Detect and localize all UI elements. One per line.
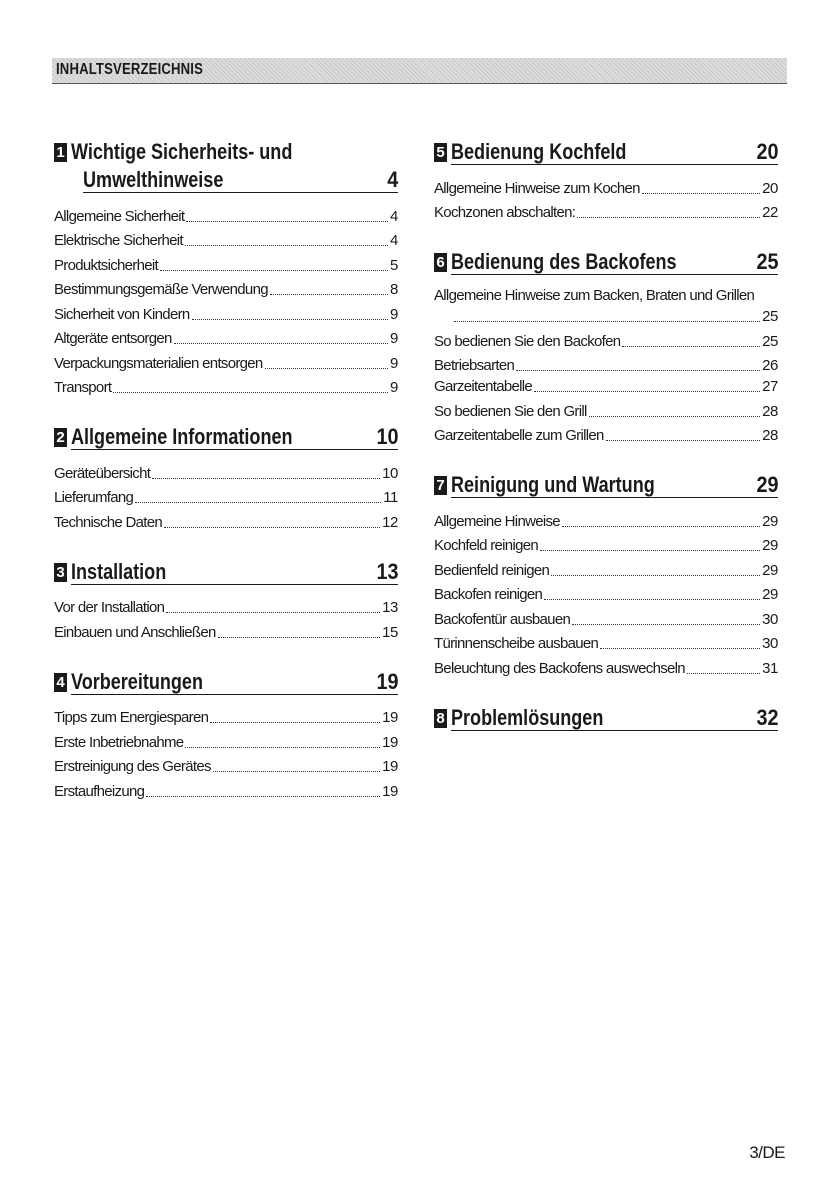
toc-entry-page: 29: [762, 561, 778, 579]
toc-entry-page: 8: [390, 281, 398, 298]
section-7-heading[interactable]: [434, 473, 778, 498]
toc-entry[interactable]: [434, 531, 778, 556]
section-page: 29: [755, 472, 778, 497]
toc-entry-label: Backofentür ausbauen: [434, 610, 571, 628]
toc-entry-wrapped[interactable]: [434, 283, 778, 305]
toc-entry-page: 28: [762, 402, 778, 420]
leader-dots: [135, 502, 381, 503]
toc-entry[interactable]: [54, 617, 398, 642]
section-gap: [54, 642, 398, 670]
section-number-badge: 5: [434, 143, 447, 162]
leader-dots: [192, 319, 389, 320]
toc-entry-page: 19: [382, 782, 398, 800]
section-5-heading[interactable]: [434, 140, 778, 165]
toc-entry-label: Lieferumfang: [54, 489, 134, 506]
section-page: 32: [755, 704, 778, 730]
section-title: Installation: [71, 558, 167, 584]
toc-entry-label: Geräteübersicht: [54, 464, 151, 482]
section-number-badge: 4: [54, 673, 67, 692]
section-page: 10: [375, 424, 398, 449]
toc-entry-page: 25: [762, 308, 778, 325]
toc-entry-label: Kochfeld reinigen: [434, 537, 539, 554]
toc-entry[interactable]: [54, 727, 398, 752]
section-4-heading[interactable]: [54, 670, 398, 695]
leader-dots: [600, 648, 760, 649]
toc-entry-page: 9: [390, 305, 398, 323]
section-title-line1: Wichtige Sicherheits- und: [71, 139, 293, 164]
toc-entry[interactable]: [54, 250, 398, 275]
section-3-entries: [54, 593, 398, 642]
toc-entry-label: Erste Inbetriebnahme: [54, 733, 184, 751]
toc-entry[interactable]: [54, 703, 398, 728]
toc-entry-label: Garzeitentabelle: [434, 378, 533, 395]
toc-entry-page: 29: [762, 586, 778, 603]
toc-entry-label: Altgeräte entsorgen: [54, 330, 172, 347]
section-1-heading[interactable]: [54, 140, 398, 193]
toc-entry-label: Vor der Installation: [54, 599, 165, 616]
toc-entry-page: 9: [390, 379, 398, 396]
toc-entry-page: 12: [382, 513, 398, 531]
toc-entry[interactable]: [54, 507, 398, 532]
leader-dots: [218, 637, 380, 638]
section-2-entries: [54, 458, 398, 532]
leader-dots: [185, 245, 388, 246]
leader-dots: [164, 527, 380, 528]
section-title: Bedienung des Backofens: [451, 249, 677, 274]
toc-entry[interactable]: [54, 201, 398, 226]
toc-entry[interactable]: [54, 593, 398, 618]
toc-entry-label: Backofen reinigen: [434, 586, 543, 603]
toc-entry[interactable]: [434, 198, 778, 223]
toc-entry-label: Türinnenscheibe ausbauen: [434, 635, 599, 652]
section-6-entries: [434, 283, 778, 445]
leader-dots: [213, 771, 380, 772]
toc-entry-label: Kochzonen abschalten:: [434, 204, 576, 221]
toc-entry-page: 30: [762, 635, 778, 652]
toc-entry[interactable]: [54, 458, 398, 483]
toc-entry[interactable]: [54, 226, 398, 251]
section-gap: [434, 678, 778, 706]
section-5-entries: [434, 173, 778, 222]
leader-dots: [572, 624, 760, 625]
toc-entry[interactable]: [434, 421, 778, 446]
toc-entry-page: 15: [382, 623, 398, 641]
section-gap: [54, 397, 398, 425]
toc-header-title: INHALTSVERZEICHNIS: [56, 61, 204, 78]
toc-entry-label: Einbauen und Anschließen: [54, 623, 216, 641]
toc-entry[interactable]: [54, 483, 398, 508]
toc-entry[interactable]: [434, 173, 778, 198]
toc-entry-page: 22: [762, 204, 778, 221]
section-gap: [434, 445, 778, 473]
toc-entry-label: Technische Daten: [54, 513, 163, 531]
toc-entry-label: Allgemeine Hinweise: [434, 512, 560, 530]
section-number-badge: 1: [54, 143, 67, 162]
toc-entry-page: 28: [762, 427, 778, 444]
section-number-badge: 7: [434, 476, 447, 495]
toc-entry-label: Transport: [54, 379, 112, 396]
toc-entry-page: 9: [390, 330, 398, 347]
toc-entry-label: Produktsicherheit: [54, 256, 158, 274]
toc-right-column: [434, 140, 778, 739]
toc-entry[interactable]: [434, 375, 778, 396]
section-2-heading[interactable]: [54, 425, 398, 450]
leader-dots: [544, 599, 760, 600]
toc-entry[interactable]: [54, 776, 398, 801]
toc-entry[interactable]: [434, 580, 778, 605]
section-number-badge: 8: [434, 709, 447, 728]
section-6-heading[interactable]: [434, 250, 778, 275]
toc-entry[interactable]: [434, 629, 778, 654]
leader-dots: [687, 673, 760, 674]
toc-header-bar: [52, 58, 787, 84]
section-title: Allgemeine Informationen: [71, 424, 293, 449]
toc-entry-page: 29: [762, 512, 778, 530]
toc-entry-label: Tipps zum Energiesparen: [54, 709, 209, 726]
section-4-entries: [54, 703, 398, 801]
leader-dots: [152, 478, 380, 479]
toc-entry-page: 29: [762, 537, 778, 554]
toc-entry[interactable]: [54, 373, 398, 398]
section-3-heading[interactable]: [54, 560, 398, 585]
section-gap: [54, 532, 398, 560]
toc-entry[interactable]: [434, 506, 778, 531]
toc-entry-label: Beleuchtung des Backofens auswechseln: [434, 659, 685, 677]
toc-entry[interactable]: [434, 604, 778, 629]
section-title: Reinigung und Wartung: [451, 472, 655, 497]
toc-entry-page: 10: [382, 464, 398, 482]
toc-entry-label: So bedienen Sie den Backofen: [434, 332, 621, 350]
toc-entry-page: 19: [382, 758, 398, 775]
section-8-heading[interactable]: [434, 706, 778, 731]
section-number-badge: 6: [434, 253, 447, 272]
leader-dots: [577, 217, 760, 218]
section-title: Problemlösungen: [451, 704, 604, 730]
section-title: Vorbereitungen: [71, 668, 203, 694]
toc-entry-label: Allgemeine Sicherheit: [54, 207, 185, 225]
toc-entry-label: Betriebsarten: [434, 357, 515, 374]
toc-entry-page: 19: [382, 709, 398, 726]
section-page: 20: [755, 139, 778, 164]
toc-entry-label: Verpackungsmaterialien entsorgen: [54, 354, 263, 372]
section-page: 13: [375, 558, 398, 584]
leader-dots: [160, 270, 388, 271]
toc-entry-page: 9: [390, 354, 398, 372]
toc-entry[interactable]: [434, 653, 778, 678]
toc-entry-label: Allgemeine Hinweise zum Kochen: [434, 179, 640, 197]
toc-entry[interactable]: [54, 275, 398, 300]
leader-dots: [540, 550, 760, 551]
section-gap: [434, 222, 778, 250]
leader-dots: [185, 747, 380, 748]
toc-entry-page: 31: [762, 659, 778, 677]
toc-entry-page: 19: [382, 733, 398, 751]
leader-dots: [166, 612, 380, 613]
toc-entry-page: 25: [762, 332, 778, 350]
toc-entry-page: 4: [390, 232, 398, 249]
section-page: 4: [386, 167, 398, 192]
leader-dots: [174, 343, 388, 344]
leader-dots: [516, 370, 760, 371]
toc-entry-page: 20: [762, 179, 778, 197]
section-1-entries: [54, 201, 398, 397]
toc-entry-page: 30: [762, 610, 778, 628]
toc-entry[interactable]: [434, 396, 778, 421]
toc-entry-page: 11: [383, 489, 398, 506]
toc-entry-label: Garzeitentabelle zum Grillen: [434, 427, 604, 444]
leader-dots: [589, 416, 760, 417]
leader-dots: [186, 221, 388, 222]
section-number-badge: 2: [54, 428, 67, 447]
section-title-line2: Umwelthinweise: [83, 167, 224, 192]
leader-dots: [265, 368, 388, 369]
toc-entry-label: So bedienen Sie den Grill: [434, 402, 587, 420]
toc-left-column: [54, 140, 398, 801]
toc-entry[interactable]: [54, 324, 398, 349]
leader-dots: [270, 294, 388, 295]
toc-entry-label: Sicherheit von Kindern: [54, 305, 190, 323]
toc-entry-label: Erstaufheizung: [54, 782, 145, 800]
leader-dots: [534, 391, 760, 392]
toc-entry[interactable]: [434, 326, 778, 351]
toc-entry-page: 26: [762, 357, 778, 374]
toc-entry-page: 5: [390, 256, 398, 274]
toc-entry[interactable]: [54, 299, 398, 324]
toc-entry-page: 27: [762, 378, 778, 395]
leader-dots: [622, 346, 760, 347]
page-number: 3/DE: [749, 1143, 785, 1162]
toc-entry-label: Erstreinigung des Gerätes: [54, 758, 211, 775]
section-page: 19: [375, 668, 398, 694]
leader-dots: [551, 575, 760, 576]
leader-dots: [606, 440, 760, 441]
toc-entry-label: Elektrische Sicherheit: [54, 232, 183, 249]
toc-entry-label: Bestimmungsgemäße Verwendung: [54, 281, 268, 298]
leader-dots: [146, 796, 380, 797]
toc-entry-page: 4: [390, 207, 398, 225]
section-page: 25: [755, 249, 778, 274]
toc-entry-continuation[interactable]: [434, 305, 778, 326]
leader-dots: [642, 193, 760, 194]
toc-entry-page: 13: [382, 599, 398, 616]
leader-dots: [113, 392, 388, 393]
toc-entry-label: Bedienfeld reinigen: [434, 561, 550, 579]
section-7-entries: [434, 506, 778, 678]
toc-entry[interactable]: [54, 348, 398, 373]
toc-entry[interactable]: [434, 555, 778, 580]
leader-dots: [562, 526, 760, 527]
section-number-badge: 3: [54, 563, 67, 582]
section-title: Bedienung Kochfeld: [451, 139, 627, 164]
leader-dots: [454, 321, 760, 322]
toc-entry[interactable]: [434, 351, 778, 376]
toc-entry-label: Allgemeine Hinweise zum Backen, Braten und Grillen: [434, 287, 755, 304]
toc-entry[interactable]: [54, 752, 398, 777]
leader-dots: [210, 722, 380, 723]
